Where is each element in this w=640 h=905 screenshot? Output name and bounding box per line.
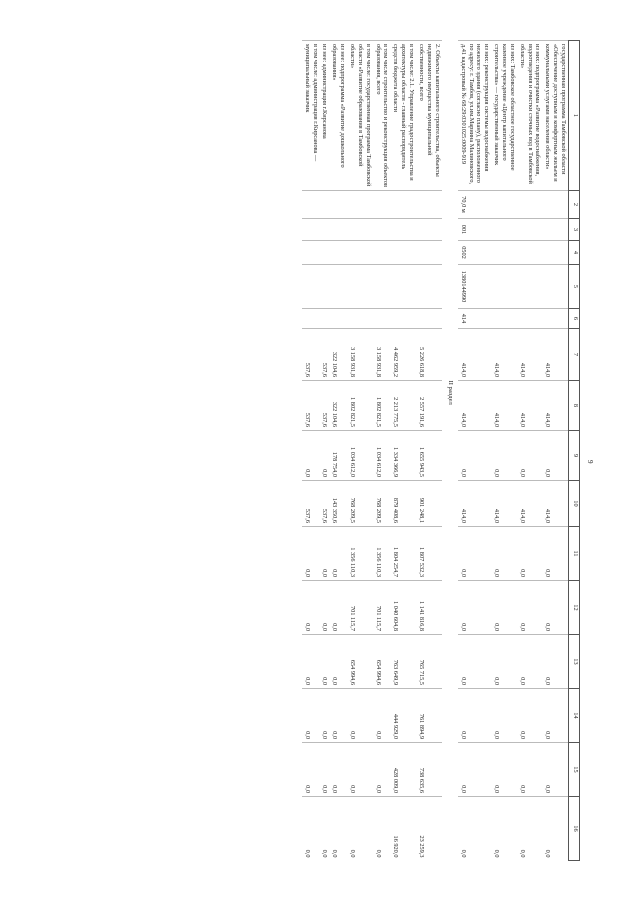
cell-col-16: 0,0 — [302, 797, 320, 861]
cell-col-16: 0,0 — [542, 797, 568, 861]
cell-col-4 — [390, 241, 416, 265]
cell-col-6 — [373, 309, 391, 329]
cell-col-12: 0,0 — [458, 581, 491, 635]
table-row — [458, 41, 491, 861]
cell-col-14: 0,0 — [542, 689, 568, 743]
cell-col-5: 1380144990 — [458, 265, 491, 309]
row-label: из нее: администрация г.Кирсанова — [320, 41, 330, 191]
cell-col-11: 0,0 — [302, 527, 320, 581]
cell-col-6 — [517, 309, 543, 329]
cell-col-12: 0,0 — [302, 581, 320, 635]
cell-col-10: 143 350,6 — [329, 481, 347, 527]
cell-col-2 — [491, 191, 517, 219]
cell-col-3 — [329, 219, 347, 241]
cell-col-14: 444 929,0 — [390, 689, 416, 743]
cell-col-13: 0,0 — [491, 635, 517, 689]
row-label: 2. Объекты капитального строительства, объекты недвижимого имущества муниципальной собственности, всего — [416, 41, 442, 191]
cell-col-10: 414,0 — [491, 481, 517, 527]
cell-col-4: 0502 — [458, 241, 491, 265]
cell-col-16: 0,0 — [320, 797, 330, 861]
cell-col-11: 1 356 110,3 — [373, 527, 391, 581]
cell-col-14: 0,0 — [491, 689, 517, 743]
cell-col-4 — [329, 241, 347, 265]
table-row — [373, 41, 391, 861]
table-row — [347, 41, 373, 861]
cell-col-2 — [542, 191, 568, 219]
column-number-2: 2 — [569, 191, 580, 219]
table-row — [491, 41, 517, 861]
cell-col-4 — [302, 241, 320, 265]
column-number-7: 7 — [569, 329, 580, 381]
cell-col-2 — [416, 191, 442, 219]
row-label: в том числе: 2.1. Управление градостроительства и архитектуры области - главный распорядитель средств бюджета области — [390, 41, 416, 191]
cell-col-2 — [347, 191, 373, 219]
table-row — [416, 41, 442, 861]
section-row — [442, 41, 458, 861]
cell-col-2 — [320, 191, 330, 219]
cell-col-8: 414,0 — [458, 381, 491, 431]
cell-col-2 — [329, 191, 347, 219]
cell-col-14: 0,0 — [517, 689, 543, 743]
column-number-10: 10 — [569, 481, 580, 527]
cell-col-16: 16 920,0 — [390, 797, 416, 861]
column-number-4: 4 — [569, 241, 580, 265]
cell-col-2 — [302, 191, 320, 219]
cell-col-4 — [517, 241, 543, 265]
cell-col-6 — [320, 309, 330, 329]
cell-col-11: 0,0 — [458, 527, 491, 581]
cell-col-11: 0,0 — [320, 527, 330, 581]
cell-col-3 — [542, 219, 568, 241]
cell-col-8: 414,0 — [517, 381, 543, 431]
cell-col-3 — [347, 219, 373, 241]
cell-col-10: 537,6 — [320, 481, 330, 527]
cell-col-10: 414,0 — [542, 481, 568, 527]
cell-col-7: 414,0 — [542, 329, 568, 381]
cell-col-10: 768 209,5 — [373, 481, 391, 527]
cell-col-11: 1 356 110,3 — [347, 527, 373, 581]
table-row — [329, 41, 347, 861]
cell-col-14: 761 894,9 — [416, 689, 442, 743]
cell-col-13: 0,0 — [320, 635, 330, 689]
cell-col-11: 1 804 254,7 — [390, 527, 416, 581]
cell-col-16: 0,0 — [491, 797, 517, 861]
row-label: из них: Тамбовское областное государственное казенное учреждение «Центр капитального строительства» — государственный заказчик — [491, 41, 517, 191]
cell-col-13: 0,0 — [542, 635, 568, 689]
cell-col-16: 0,0 — [347, 797, 373, 861]
cell-col-7: 414,0 — [491, 329, 517, 381]
cell-col-9: 0,0 — [491, 431, 517, 481]
cell-col-7: 537,6 — [320, 329, 330, 381]
cell-col-16: 0,0 — [373, 797, 391, 861]
cell-col-15: 0,0 — [347, 743, 373, 797]
cell-col-13: 763 649,9 — [390, 635, 416, 689]
cell-col-15: 0,0 — [491, 743, 517, 797]
cell-col-8: 414,0 — [491, 381, 517, 431]
cell-col-9: 1 034 612,0 — [347, 431, 373, 481]
cell-col-15: 0,0 — [458, 743, 491, 797]
column-number-row — [569, 41, 580, 861]
cell-col-7: 3 158 931,8 — [373, 329, 391, 381]
cell-col-7: 3 158 931,8 — [347, 329, 373, 381]
cell-col-3 — [491, 219, 517, 241]
cell-col-4 — [347, 241, 373, 265]
cell-col-3 — [517, 219, 543, 241]
column-number-6: 6 — [569, 309, 580, 329]
row-label: в том числе: государственная программа Тамбовской области «Развитие образования в Тамбовской области» — [347, 41, 373, 191]
cell-col-9: 0,0 — [458, 431, 491, 481]
cell-col-14: 0,0 — [347, 689, 373, 743]
cell-col-2 — [517, 191, 543, 219]
cell-col-8: 2 213 775,5 — [390, 381, 416, 431]
column-number-13: 13 — [569, 635, 580, 689]
cell-col-12: 1 141 816,8 — [416, 581, 442, 635]
cell-col-3 — [320, 219, 330, 241]
cell-col-6 — [390, 309, 416, 329]
cell-col-3: 001 — [458, 219, 491, 241]
cell-col-12: 0,0 — [542, 581, 568, 635]
cell-col-7: 4 462 959,2 — [390, 329, 416, 381]
cell-col-12: 0,0 — [517, 581, 543, 635]
cell-col-13: 654 994,6 — [347, 635, 373, 689]
cell-col-14: 0,0 — [320, 689, 330, 743]
cell-col-7: 537,6 — [302, 329, 320, 381]
cell-col-8: 414,0 — [542, 381, 568, 431]
cell-col-15: 738 635,6 — [416, 743, 442, 797]
cell-col-10: 537,6 — [302, 481, 320, 527]
cell-col-14: 0,0 — [458, 689, 491, 743]
cell-col-13: 0,0 — [329, 635, 347, 689]
cell-col-12: 1 040 604,8 — [390, 581, 416, 635]
cell-col-15: 428 009,0 — [390, 743, 416, 797]
cell-col-15: 0,0 — [542, 743, 568, 797]
cell-col-5 — [329, 265, 347, 309]
cell-col-15: 0,0 — [320, 743, 330, 797]
cell-col-16: 23 259,3 — [416, 797, 442, 861]
cell-col-2: 70,0 м — [458, 191, 491, 219]
cell-col-13: 0,0 — [517, 635, 543, 689]
cell-col-5 — [517, 265, 543, 309]
cell-col-2 — [390, 191, 416, 219]
column-number-12: 12 — [569, 581, 580, 635]
cell-col-9: 1 034 612,0 — [373, 431, 391, 481]
cell-col-11: 0,0 — [329, 527, 347, 581]
cell-col-9: 0,0 — [517, 431, 543, 481]
table-row — [390, 41, 416, 861]
cell-col-10: 879 408,6 — [390, 481, 416, 527]
column-number-11: 11 — [569, 527, 580, 581]
cell-col-5 — [416, 265, 442, 309]
cell-col-3 — [390, 219, 416, 241]
cell-col-6: 414 — [458, 309, 491, 329]
cell-col-6 — [542, 309, 568, 329]
cell-col-12: 0,0 — [491, 581, 517, 635]
cell-col-4 — [373, 241, 391, 265]
cell-col-11: 0,0 — [517, 527, 543, 581]
cell-col-11: 0,0 — [491, 527, 517, 581]
row-label: в том числе строительство и реконструкция объектов образования, всего — [373, 41, 391, 191]
cell-col-16: 0,0 — [329, 797, 347, 861]
cell-col-10: 901 248,1 — [416, 481, 442, 527]
row-label: государственная программа Тамбовской области «Обеспечение доступным и комфортным жильем и коммунальными услугами населения области» — [542, 41, 568, 191]
cell-col-8: 1 802 821,5 — [373, 381, 391, 431]
cell-col-15: 0,0 — [302, 743, 320, 797]
cell-col-4 — [542, 241, 568, 265]
table-row — [302, 41, 320, 861]
cell-col-3 — [373, 219, 391, 241]
column-number-16: 16 — [569, 797, 580, 861]
cell-col-11: 1 807 532,3 — [416, 527, 442, 581]
row-label: из них: подпрограмма «Развитие водоснабжения, водоотведения и очистки сточных вод в Тамбовской области» — [517, 41, 543, 191]
cell-col-13: 0,0 — [302, 635, 320, 689]
cell-col-7: 414,0 — [517, 329, 543, 381]
cell-col-9: 0,0 — [542, 431, 568, 481]
table-row — [517, 41, 543, 861]
cell-col-9: 0,0 — [320, 431, 330, 481]
cell-col-8: 2 557 191,6 — [416, 381, 442, 431]
cell-col-6 — [302, 309, 320, 329]
section-title: II раздел — [446, 380, 454, 405]
cell-col-5 — [491, 265, 517, 309]
cell-col-10: 768 209,5 — [347, 481, 373, 527]
cell-col-10: 414,0 — [517, 481, 543, 527]
cell-col-4 — [491, 241, 517, 265]
cell-col-5 — [390, 265, 416, 309]
cell-col-6 — [416, 309, 442, 329]
cell-col-8: 1 802 821,5 — [347, 381, 373, 431]
cell-col-3 — [416, 219, 442, 241]
column-number-1: 1 — [569, 41, 580, 191]
cell-col-15: 0,0 — [329, 743, 347, 797]
column-number-3: 3 — [569, 219, 580, 241]
column-number-15: 15 — [569, 743, 580, 797]
page-number: 9 — [586, 460, 594, 464]
column-number-9: 9 — [569, 431, 580, 481]
investment-table — [302, 40, 580, 861]
cell-col-13: 654 994,6 — [373, 635, 391, 689]
cell-col-12: 0,0 — [329, 581, 347, 635]
cell-col-11: 0,0 — [542, 527, 568, 581]
cell-col-14: 0,0 — [373, 689, 391, 743]
cell-col-5 — [302, 265, 320, 309]
cell-col-6 — [347, 309, 373, 329]
column-number-5: 5 — [569, 265, 580, 309]
cell-col-3 — [302, 219, 320, 241]
cell-col-5 — [542, 265, 568, 309]
cell-col-4 — [320, 241, 330, 265]
cell-col-15: 0,0 — [517, 743, 543, 797]
cell-col-8: 322 104,6 — [329, 381, 347, 431]
row-label: из нее: подпрограмма «Развитие дошкольного образования» — [329, 41, 347, 191]
cell-col-12: 701 115,7 — [373, 581, 391, 635]
cell-col-6 — [329, 309, 347, 329]
cell-col-16: 0,0 — [458, 797, 491, 861]
cell-col-9: 0,0 — [302, 431, 320, 481]
cell-col-12: 701 115,7 — [347, 581, 373, 635]
column-number-8: 8 — [569, 381, 580, 431]
cell-col-13: 0,0 — [458, 635, 491, 689]
cell-col-7: 322 104,6 — [329, 329, 347, 381]
table-row — [320, 41, 330, 861]
cell-col-12: 0,0 — [320, 581, 330, 635]
rotated-table-area — [50, 40, 594, 860]
cell-col-2 — [373, 191, 391, 219]
row-label: из них: реконструкция системы водоснабжения нежилого здания (согласно плану), расположенного по адресу: г. Тамбов, ул.им.Мариина Малиновского, д.41 кадастровый № 68:29:0301025:0009-919 — [458, 41, 491, 191]
cell-col-5 — [347, 265, 373, 309]
cell-col-6 — [491, 309, 517, 329]
cell-col-13: 765 715,5 — [416, 635, 442, 689]
cell-col-16: 0,0 — [517, 797, 543, 861]
cell-col-14: 0,0 — [302, 689, 320, 743]
cell-col-15: 0,0 — [373, 743, 391, 797]
cell-col-14: 0,0 — [329, 689, 347, 743]
table-row — [542, 41, 568, 861]
column-number-14: 14 — [569, 689, 580, 743]
cell-col-7: 414,0 — [458, 329, 491, 381]
cell-col-4 — [416, 241, 442, 265]
cell-col-9: 1 655 943,5 — [416, 431, 442, 481]
cell-col-9: 1 334 366,9 — [390, 431, 416, 481]
cell-col-5 — [320, 265, 330, 309]
cell-col-10: 414,0 — [458, 481, 491, 527]
cell-col-8: 537,6 — [302, 381, 320, 431]
cell-col-9: 178 754,0 — [329, 431, 347, 481]
cell-col-7: 5 226 618,8 — [416, 329, 442, 381]
cell-col-8: 537,6 — [320, 381, 330, 431]
cell-col-5 — [373, 265, 391, 309]
row-label: в том числе: администрация г.Кирсанова — муниципальный заказчик — [302, 41, 320, 191]
